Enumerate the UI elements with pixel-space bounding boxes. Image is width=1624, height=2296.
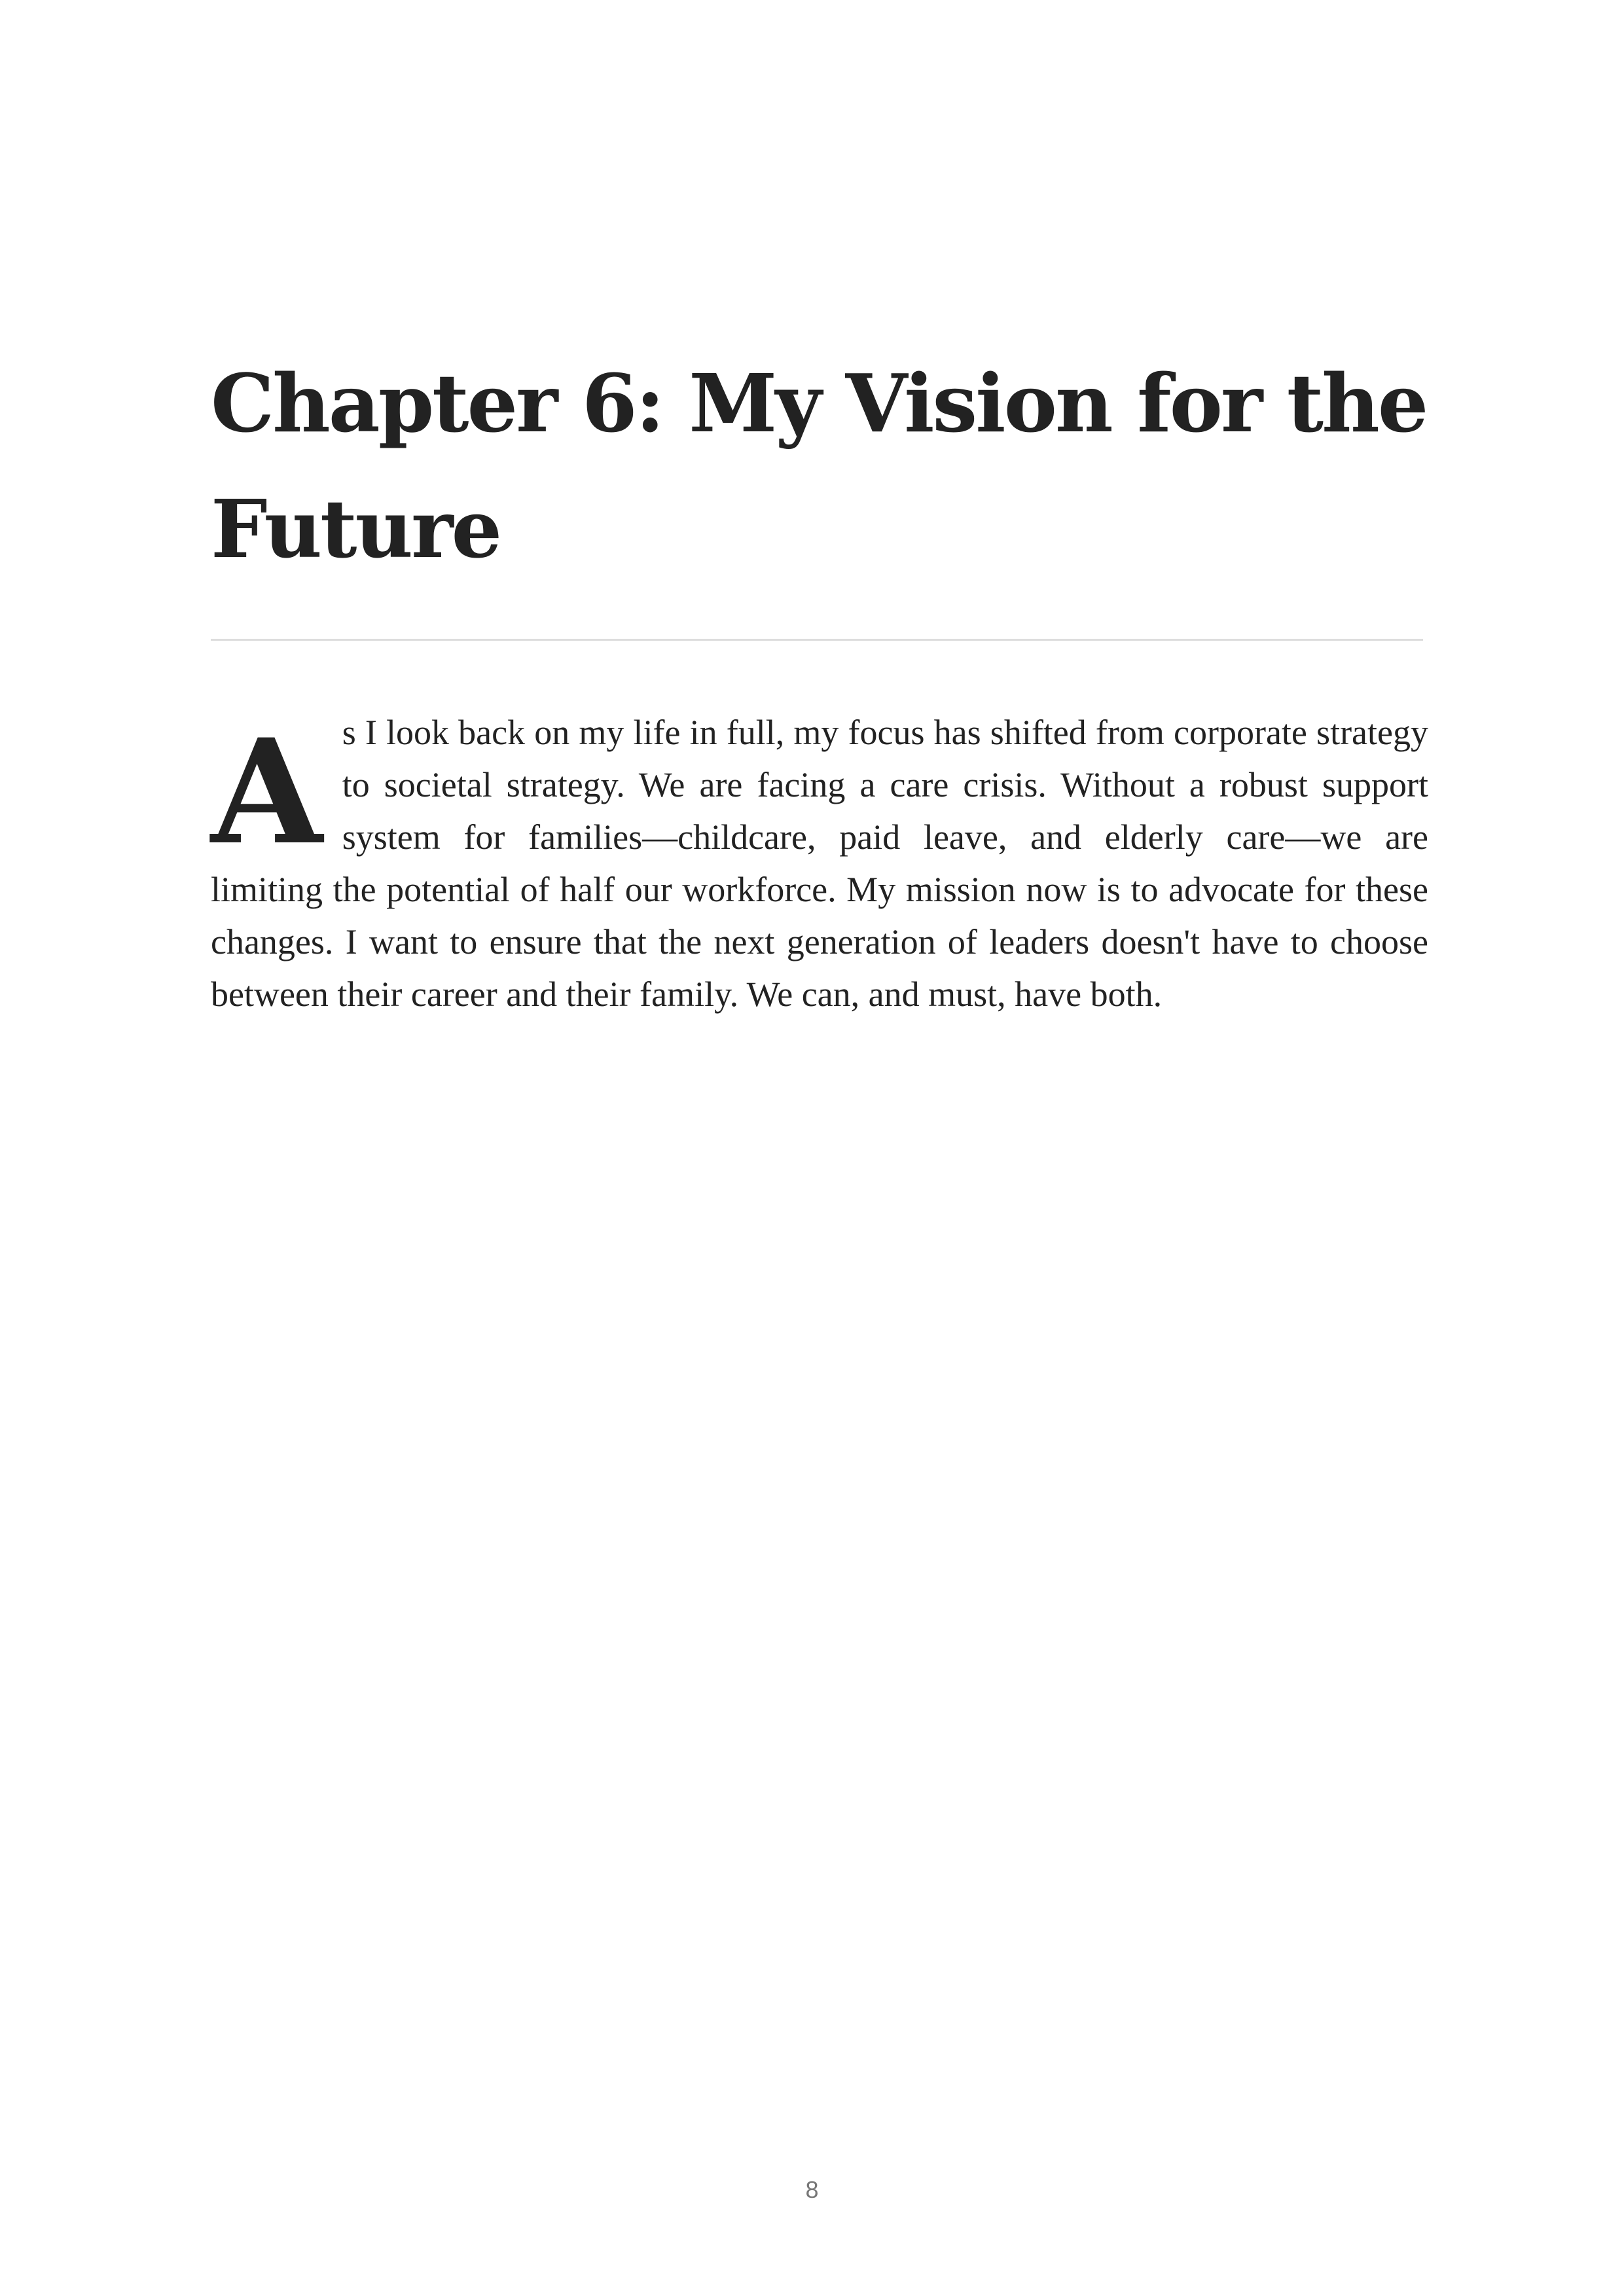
body-paragraph bbox=[211, 706, 1428, 1020]
drop-cap: A bbox=[211, 707, 323, 876]
paragraph-text: s I look back on my life in full, my focus has shifted from corporate strategy to societal strategy. We are facing a care crisis. Without a robust support system for families—childcare, paid leave, and elderly care—we are limiting the potential of half our workforce. My mission now is to advocate for these changes. I want to ensure that the next generation of leaders doesn't have to choose between their career and their family. We can, and must, have both. bbox=[211, 713, 1428, 1014]
page-content bbox=[211, 340, 1428, 1020]
page-number: 8 bbox=[805, 2176, 819, 2203]
chapter-title: Chapter 6: My Vision for the Future bbox=[211, 356, 1427, 576]
title-divider bbox=[211, 639, 1423, 641]
